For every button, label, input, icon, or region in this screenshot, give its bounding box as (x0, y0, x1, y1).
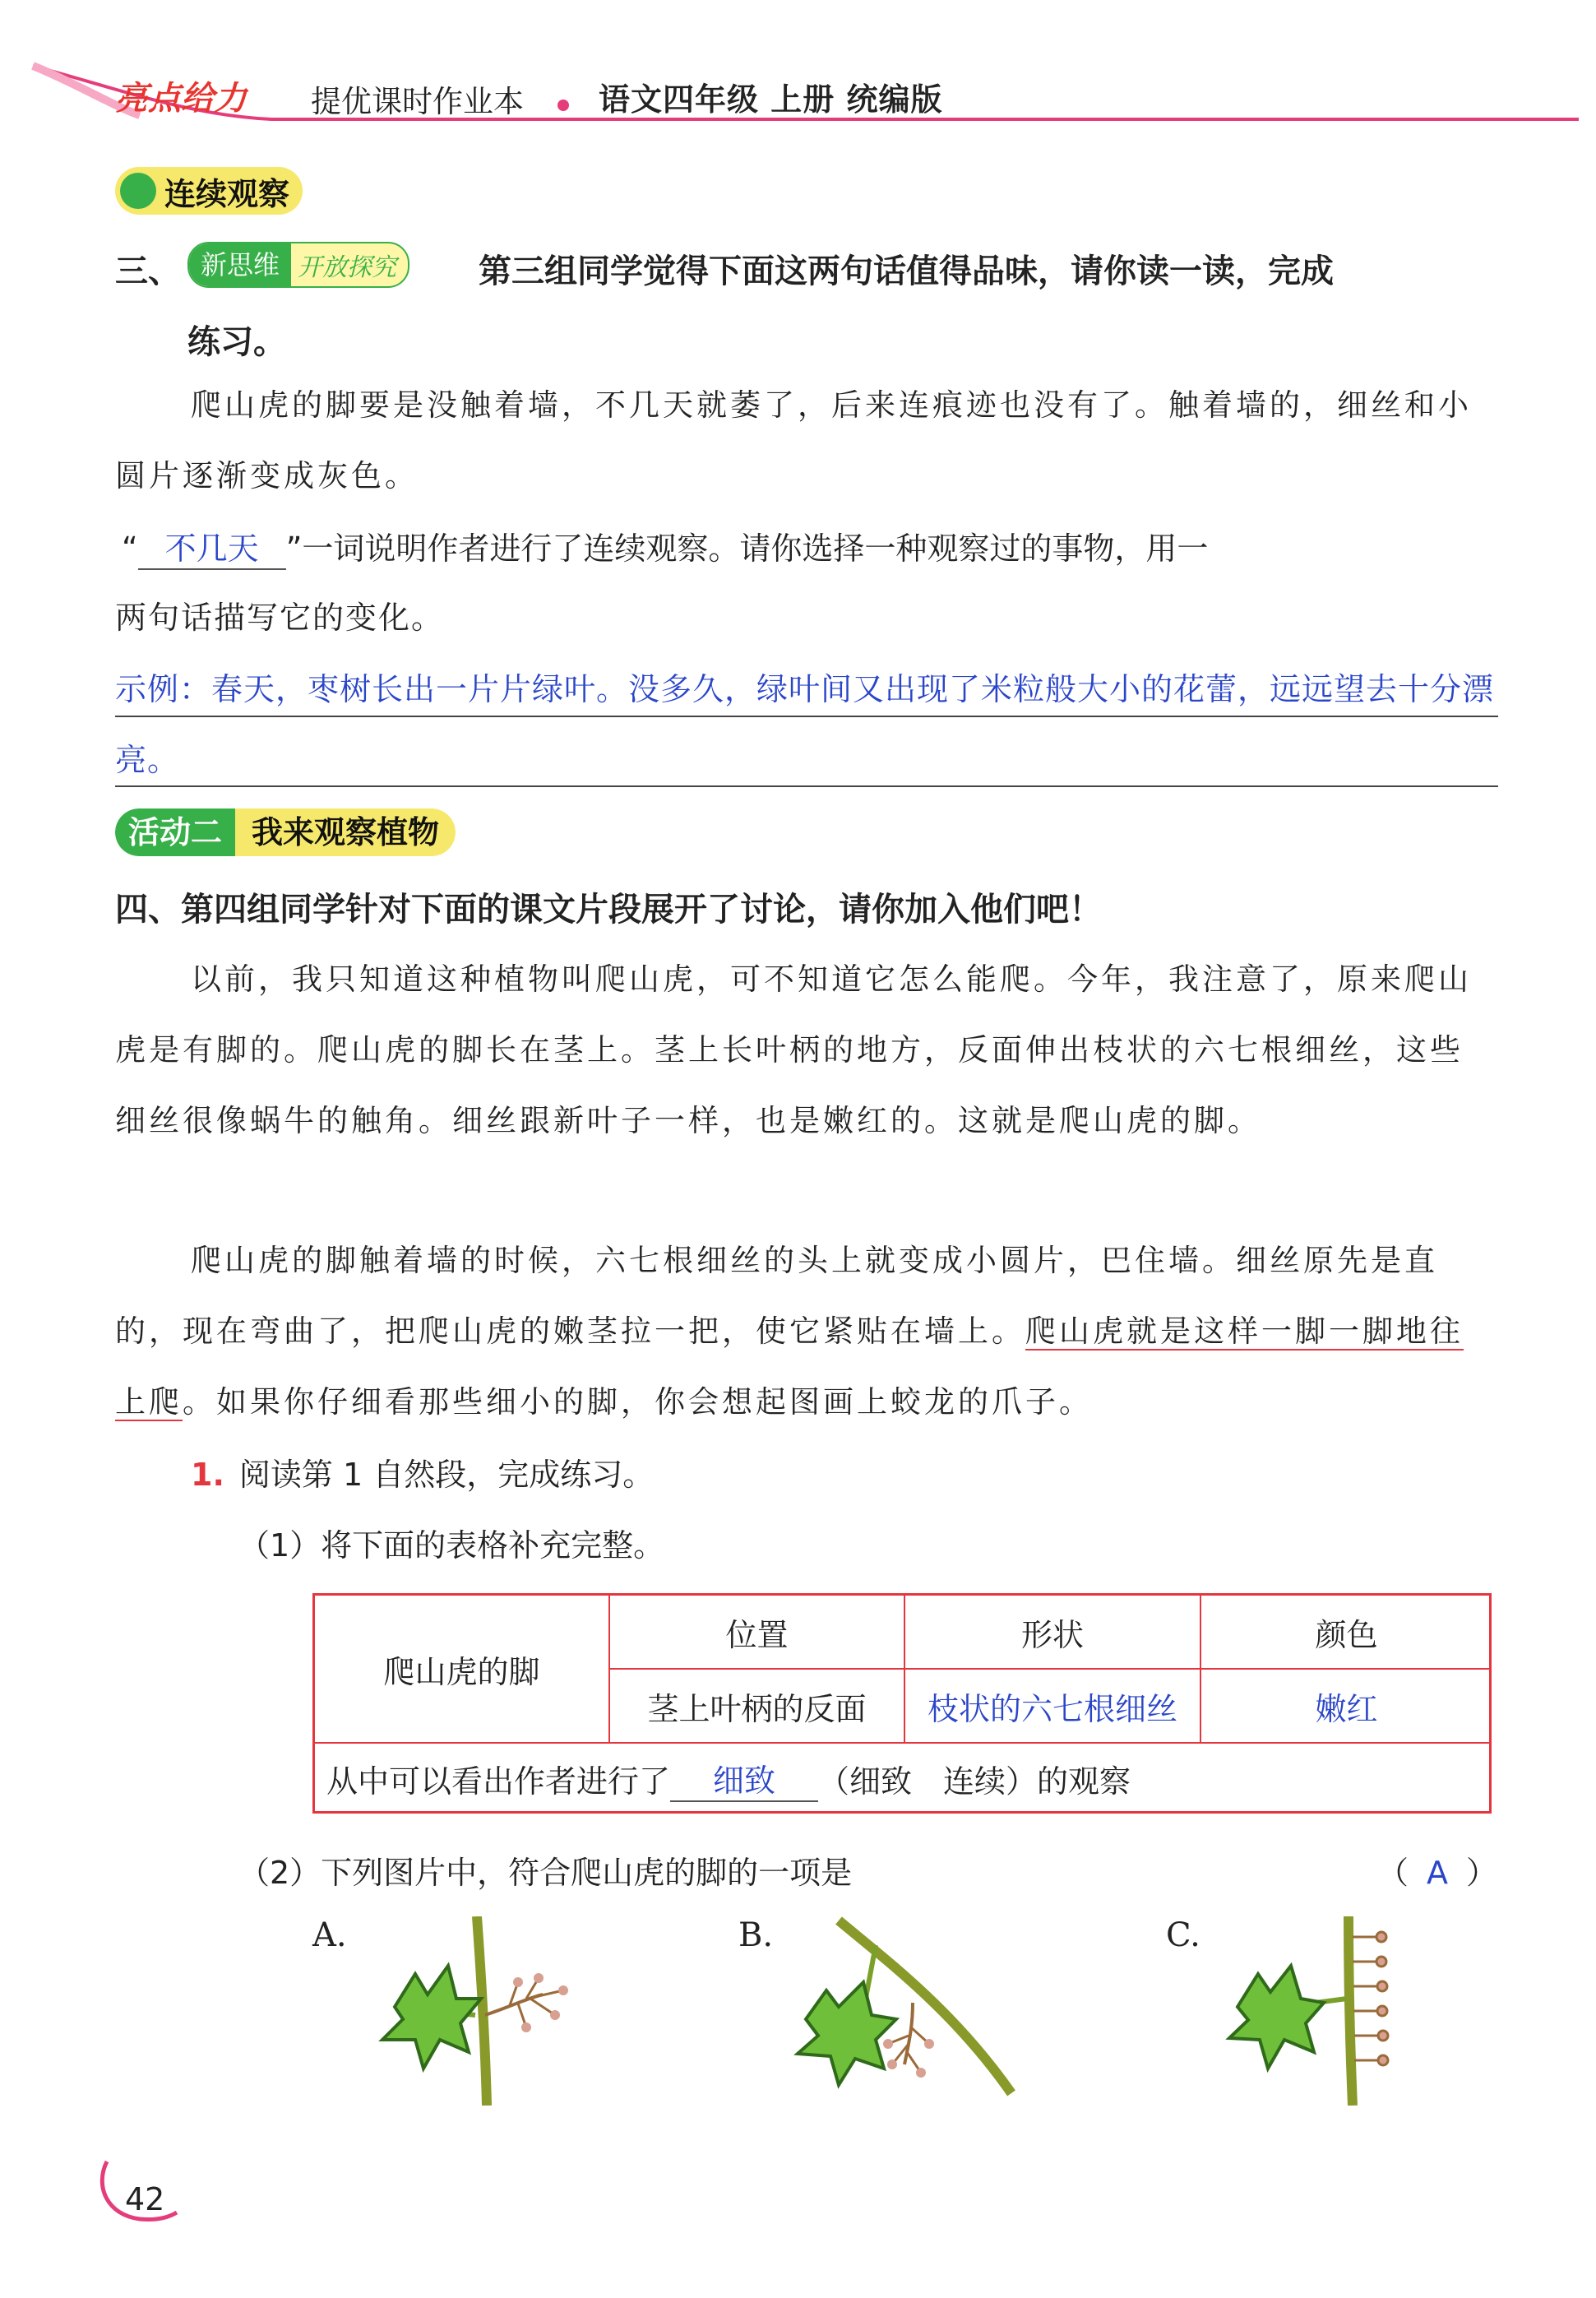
table-cell-color[interactable]: 嫩红 (1315, 1690, 1378, 1727)
answer-rule (115, 716, 1498, 717)
choice-answer-paren (1377, 1847, 1497, 1893)
table-col-header: 颜色 (1315, 1616, 1378, 1653)
table-cell-shape[interactable]: 枝状的六七根细丝 (927, 1690, 1177, 1727)
section-tag-continuous (115, 167, 303, 215)
fill-table (312, 1593, 1492, 1814)
brand-title: 亮点给力 (115, 80, 247, 118)
ivy-option-a-illustration[interactable] (378, 1916, 592, 2106)
table-cell-position: 茎上叶柄的反面 (647, 1690, 867, 1727)
subquestion-1 (191, 1449, 654, 1494)
question-line: 两句话描写它的变化。 (115, 600, 445, 636)
table-row-header: 爬山虎的脚 (383, 1653, 540, 1690)
option-c-label[interactable]: C. (1166, 1916, 1200, 1954)
green-dot-icon (120, 173, 156, 209)
passage-paragraph-1: 以前，我只知道这种植物叫爬山虎，可不知道它怎么能爬。今年，我注意了，原来爬山虎是有脚的。爬山虎的脚长在茎上。茎上长叶柄的地方，反面伸出枝状的六七根细丝，这些细丝很像蜗牛的触角。细丝跟新叶子一样，也是嫩红的。这就是爬山虎的脚。 (115, 961, 1472, 1138)
para2-text: 爬山虎的脚触着墙的时候，六七根细丝的头上就变成小圆片，巴住墙。细丝原先是直的，现在弯曲了，把爬山虎的嫩茎拉一把，使它紧贴在墙上。 (115, 1243, 1438, 1349)
book-info: 语文四年级 上册 统编版 (599, 81, 943, 118)
table-bottom-row (326, 1744, 1131, 1813)
subquestion-text: 阅读第 1 自然段，完成练习。 (238, 1457, 655, 1493)
bottom-suffix: （细致 连续）的观察 (818, 1763, 1131, 1800)
option-b-label[interactable]: B. (738, 1916, 774, 1954)
question-prompt-cont: 练习。 (187, 323, 286, 361)
badge-label-a: 新思维 (189, 243, 291, 286)
page-number: 42 (125, 2181, 165, 2217)
quote-open: “ (122, 530, 138, 567)
activity-title: 我来观察植物 (235, 808, 456, 856)
activity-label: 活动二 (115, 808, 235, 856)
choice-answer[interactable]: A (1427, 1855, 1449, 1891)
answer-blank[interactable]: 不几天 (138, 523, 286, 570)
passage-paragraph-2 (115, 1225, 1497, 1438)
underlined-sentence: 爬山虎就是这样一脚一脚地往上爬 (115, 1313, 1464, 1420)
activity-tag (115, 808, 456, 856)
para2-text-end: 。如果你仔细看那些细小的脚，你会想起图画上蛟龙的爪子。 (183, 1384, 1093, 1420)
brand-subtitle: 提优课时作业本 (311, 84, 524, 119)
badge-label-b: 开放探究 (298, 253, 397, 282)
answer-rule (115, 785, 1498, 787)
table-col-header: 形状 (1020, 1616, 1084, 1653)
question-number: 三、 (115, 253, 181, 290)
fill-blank-line (122, 523, 1208, 570)
option-a-label[interactable]: A. (312, 1916, 347, 1954)
example-answer: 示例：春天，枣树长出一片片绿叶。没多久，绿叶间又出现了米粒般大小的花蕾，远远望去十分漂亮。 (115, 671, 1495, 778)
bottom-prefix: 从中可以看出作者进行了 (326, 1763, 671, 1800)
new-thinking-badge (187, 242, 409, 288)
paren-close: ） (1466, 1855, 1498, 1891)
section-label: 连续观察 (164, 175, 290, 212)
bottom-answer-blank[interactable]: 细致 (670, 1755, 818, 1802)
passage-quote: 爬山虎的脚要是没触着墙，不几天就萎了，后来连痕迹也没有了。触着墙的，细丝和小圆片逐渐变成灰色。 (115, 387, 1472, 493)
subquestion-1-1: （1）将下面的表格补充完整。 (238, 1527, 665, 1564)
subquestion-number: 1. (191, 1457, 224, 1493)
table-col-header: 位置 (725, 1616, 789, 1653)
subquestion-1-2: （2）下列图片中，符合爬山虎的脚的一项是 (238, 1855, 853, 1891)
header-dot (557, 100, 569, 111)
paren-open: （ (1377, 1855, 1409, 1891)
question-prompt: 第三组同学觉得下面这两句话值得品味，请你读一读，完成 (479, 253, 1334, 290)
ivy-option-b-illustration[interactable] (789, 1912, 1028, 2101)
ivy-option-c-illustration[interactable] (1225, 1916, 1414, 2106)
question-4-prompt: 四、第四组同学针对下面的课文片段展开了讨论，请你加入他们吧！ (115, 891, 1102, 929)
quote-rest: ”一词说明作者进行了连续观察。请你选择一种观察过的事物，用一 (285, 530, 1209, 567)
